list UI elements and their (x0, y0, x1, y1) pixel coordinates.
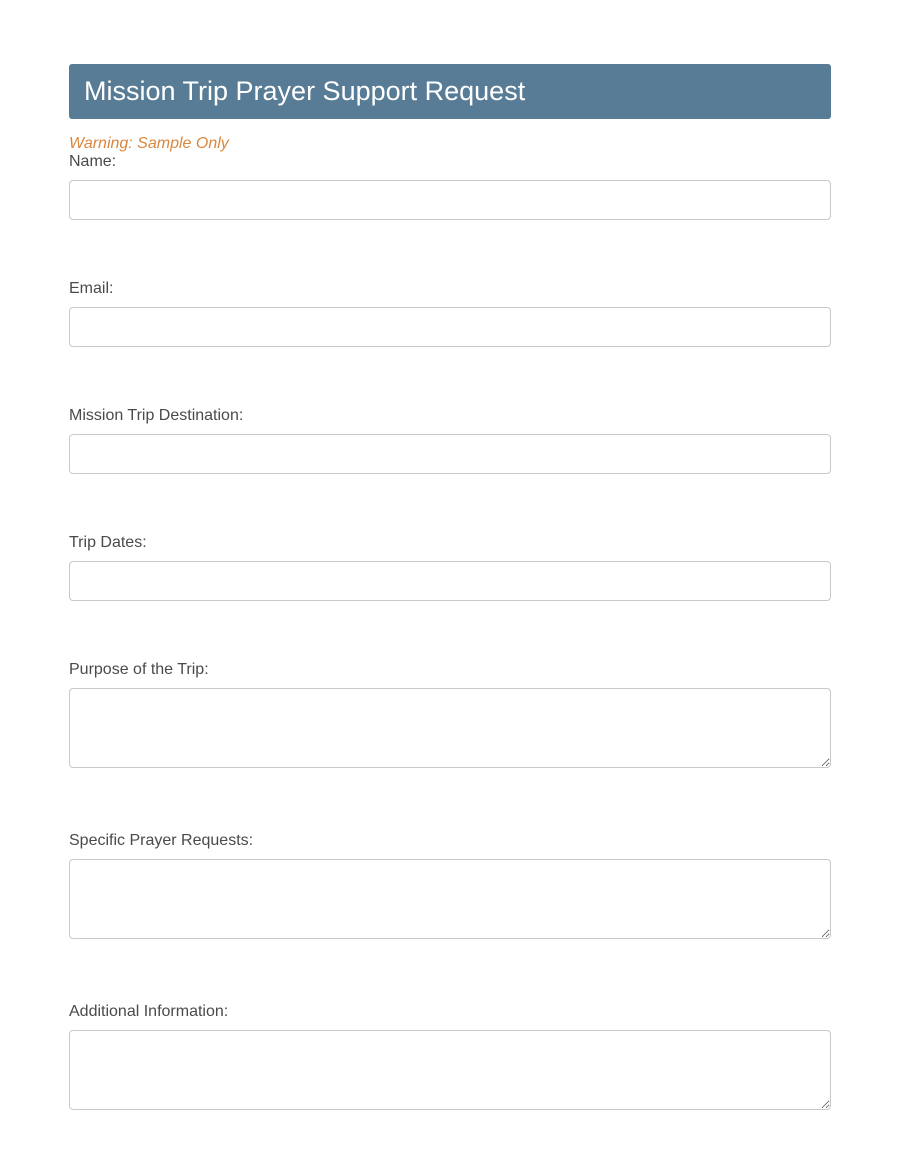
destination-input[interactable] (69, 434, 831, 474)
sample-warning: Warning: Sample Only (69, 135, 229, 152)
prayer-request-form (69, 64, 831, 1110)
additional-info-label: Additional Information: (69, 1003, 229, 1020)
trip-dates-label: Trip Dates: (69, 534, 147, 551)
destination-field-group (69, 407, 831, 474)
page-title: Mission Trip Prayer Support Request (84, 75, 526, 106)
form-header (69, 64, 831, 119)
trip-dates-input[interactable] (69, 561, 831, 601)
trip-dates-field-group (69, 534, 831, 601)
purpose-field-group (69, 661, 831, 768)
additional-info-textarea[interactable] (69, 1030, 831, 1110)
name-field-group (69, 153, 831, 220)
email-field-group (69, 280, 831, 347)
prayer-requests-label: Specific Prayer Requests: (69, 832, 254, 849)
purpose-textarea[interactable] (69, 688, 831, 768)
email-input[interactable] (69, 307, 831, 347)
prayer-requests-field-group (69, 832, 831, 939)
name-input[interactable] (69, 180, 831, 220)
purpose-label: Purpose of the Trip: (69, 661, 209, 678)
additional-info-field-group (69, 1003, 831, 1110)
name-label: Name: (69, 153, 117, 170)
prayer-requests-textarea[interactable] (69, 859, 831, 939)
email-label: Email: (69, 280, 114, 297)
destination-label: Mission Trip Destination: (69, 407, 244, 424)
